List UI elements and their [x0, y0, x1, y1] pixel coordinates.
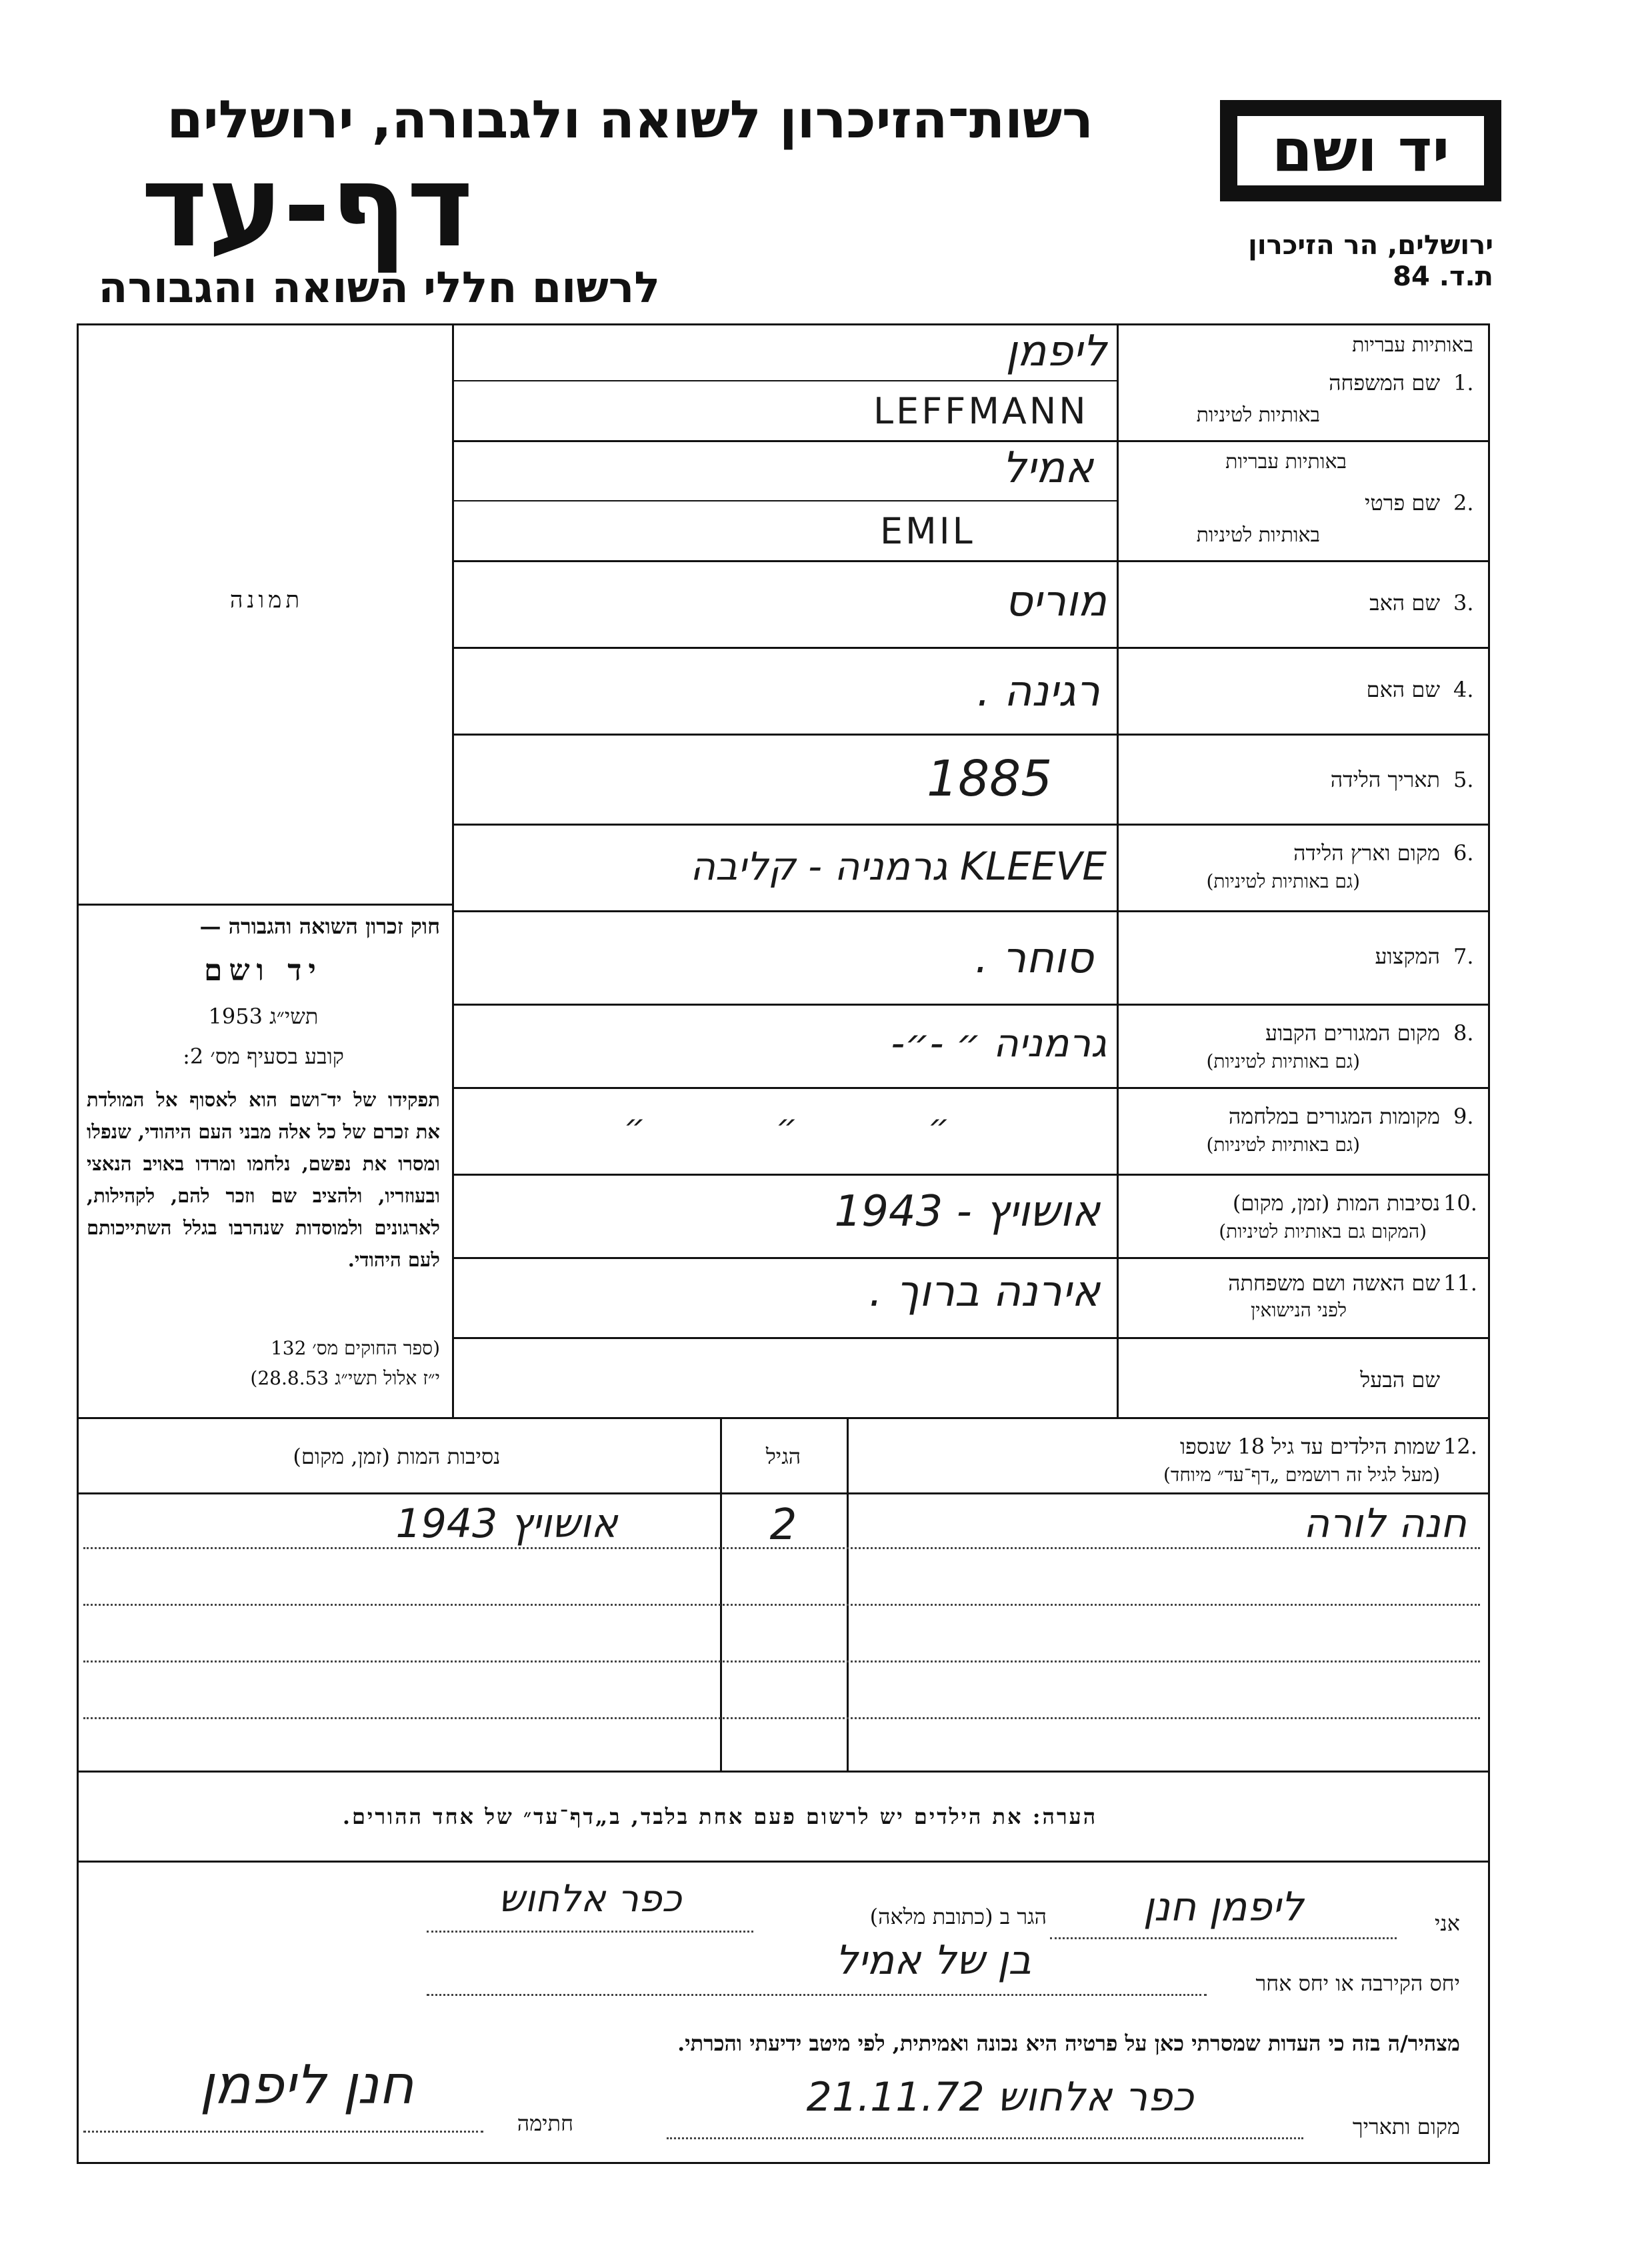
row-divider: [453, 1174, 1490, 1176]
divider: [77, 1492, 1490, 1494]
row-divider: [453, 440, 1490, 442]
field-7-value[interactable]: סוחר .: [975, 934, 1093, 983]
field-11-value[interactable]: אירנה ברוך .: [869, 1267, 1100, 1316]
law-name: יד ושם: [204, 954, 323, 988]
row-divider: [453, 647, 1490, 649]
field-10-note: (המקום גם באותיות לטיניות): [1219, 1220, 1427, 1242]
field-8-num: 8.: [1453, 1020, 1474, 1046]
field-1-sub-bottom: באותיות לטיניות: [1196, 403, 1320, 427]
authority-title: רשות־הזיכרון לשואה ולגבורה, ירושלים: [167, 90, 1093, 150]
field-10-num: 10.: [1443, 1190, 1477, 1216]
field-5-label: תאריך הלידה: [1330, 767, 1440, 792]
child-row-line: [83, 1604, 1480, 1606]
declaration-text: מצהיר/ה בזה כי העדות שמסרתי כאן על פרטיה היא נכונה ואמיתית, לפי מיטב ידיעתי והכרתי.: [677, 2031, 1460, 2056]
value-line: [453, 380, 1117, 381]
field-2-label: שם פרטי: [1365, 490, 1440, 515]
child-1-age[interactable]: 2: [769, 1500, 797, 1550]
field-1-num: 1.: [1453, 370, 1474, 395]
field-6-label: מקום וארץ הלידה: [1293, 840, 1440, 866]
husband-label: שם הבעל: [1360, 1367, 1440, 1392]
field-9-num: 9.: [1453, 1104, 1474, 1129]
field-6-value[interactable]: KLEEVE גרמניה - קליבה: [690, 844, 1107, 889]
child-row-line: [83, 1717, 1480, 1719]
field-11-label: שם האשה ושם משפחתה: [1228, 1270, 1440, 1296]
children-note: הערה: את הילדים יש לרשום פעם אחת בלבד, ב„דף־עד״ של אחד ההורים.: [342, 1804, 1098, 1829]
field-2-num: 2.: [1453, 490, 1474, 515]
children-num: 12.: [1443, 1434, 1477, 1459]
field-10-value[interactable]: אושויץ - 1943: [834, 1187, 1100, 1236]
field-4-num: 4.: [1453, 677, 1474, 702]
place-date-label: מקום ותאריך: [1352, 2114, 1460, 2139]
declarant-address-line: [427, 1931, 753, 1933]
row-divider: [453, 560, 1490, 562]
declarant-resides-label: הגר ב (כתובת מלאה): [869, 1904, 1047, 1929]
field-1-value-latin[interactable]: LEFFMANN: [873, 390, 1089, 432]
field-4-label: שם האם: [1366, 677, 1440, 702]
signature-line: [83, 2131, 483, 2133]
field-8-note: (גם באותיות לטיניות): [1206, 1050, 1360, 1072]
field-7-num: 7.: [1453, 944, 1474, 969]
yad-vashem-logo: [1220, 100, 1501, 201]
divider: [1117, 323, 1119, 1417]
logo-text: יד ושם: [1237, 116, 1484, 185]
row-divider: [453, 910, 1490, 912]
field-9-note: (גם באותיות לטיניות): [1206, 1134, 1360, 1156]
row-divider: [453, 1004, 1490, 1006]
field-7-label: המקצוע: [1375, 944, 1440, 969]
field-2-sub-top: באותיות עבריות: [1225, 450, 1347, 473]
divider: [77, 1417, 1490, 1419]
children-header-note: (מעל לגיל זה רושמים „דף־עד״ מיוחד): [1163, 1464, 1440, 1486]
row-divider: [453, 1257, 1490, 1259]
row-divider: [453, 1087, 1490, 1089]
children-header-name: שמות הילדים עד גיל 18 שנספו: [1179, 1434, 1440, 1459]
law-title: חוק זכרון השואה והגבורה —: [199, 914, 440, 939]
divider: [77, 1771, 1490, 1773]
law-body: תפקידו של יד־ושם הוא לאסוף אל המולדת את זכרם של כל אלה מבני העם היהודי, שנפלו ומסרו את נפשם, נלחמו ומרדו באויב הנאצי ובעוזריו, ולהציב שם וזכר להם, לקהילות, לארגונים ולמוסדות שנהרבו בגלל השתייכותם לעם היהודי.: [87, 1088, 440, 1271]
declarant-ani-label: אני: [1435, 1911, 1460, 1936]
field-9-value[interactable]: ״ ״ ״: [623, 1107, 950, 1146]
law-year: תשי״ג 1953: [208, 1004, 319, 1029]
row-divider: [453, 734, 1490, 736]
law-section: קובע בסעיף מס׳ 2:: [183, 1044, 344, 1069]
children-header-death: נסיבות המות (זמן, מקום): [293, 1444, 501, 1469]
field-2-sub-bottom: באותיות לטיניות: [1196, 523, 1320, 547]
field-3-label: שם האב: [1369, 590, 1440, 616]
signature[interactable]: חנן ליפמן: [199, 2054, 414, 2116]
field-2-value-latin[interactable]: EMIL: [880, 510, 975, 552]
field-4-value[interactable]: רגינה .: [977, 667, 1100, 716]
address-line-2: ת.ד. 84: [1393, 261, 1493, 292]
row-divider: [453, 824, 1490, 826]
place-date-line: [667, 2137, 1303, 2139]
divider: [77, 1861, 1490, 1863]
child-1-name[interactable]: חנה לורה: [1303, 1500, 1467, 1547]
form-subtitle: לרשום חללי השואה והגבורה: [98, 263, 660, 313]
field-1-label: שם המשפחה: [1329, 370, 1440, 395]
field-5-value[interactable]: 1885: [927, 750, 1053, 808]
form-title: דף-עד: [141, 141, 473, 273]
divider: [452, 323, 454, 1417]
field-8-label: מקום המגורים הקבוע: [1265, 1020, 1440, 1046]
field-11-num: 11.: [1443, 1270, 1477, 1296]
address-line-1: ירושלים, הר הזיכרון: [1248, 230, 1493, 261]
field-9-label: מקומות המגורים במלחמה: [1228, 1104, 1440, 1129]
field-5-num: 5.: [1453, 767, 1474, 792]
field-2-value-hebrew[interactable]: אמיל: [1002, 443, 1093, 493]
photo-label: תמונה: [229, 587, 304, 614]
place-date-value[interactable]: כפר אלחוש 21.11.72: [806, 2074, 1194, 2121]
field-6-note: (גם באותיות לטיניות): [1206, 870, 1360, 892]
field-10-label: נסיבות המות (זמן, מקום): [1232, 1190, 1440, 1216]
value-line: [453, 500, 1117, 501]
law-source-1: (ספר החוקים מס׳ 132: [270, 1337, 440, 1359]
field-3-value[interactable]: מוריס: [1005, 577, 1107, 626]
field-1-value-hebrew[interactable]: ליפמן: [1005, 327, 1107, 376]
declarant-address[interactable]: כפר אלחוש: [498, 1877, 682, 1921]
row-divider: [453, 1337, 1490, 1339]
field-11-note: לפני הנישואין: [1251, 1299, 1347, 1321]
field-6-num: 6.: [1453, 840, 1474, 866]
declarant-name[interactable]: ליפמן חנן: [1143, 1884, 1304, 1931]
children-header-age: הגיל: [765, 1444, 801, 1469]
field-8-value[interactable]: גרמניה ״ -״-: [891, 1020, 1107, 1066]
child-row-line: [83, 1660, 1480, 1662]
relation-value[interactable]: בן של אמיל: [835, 1937, 1032, 1984]
field-1-sub-top: באותיות עבריות: [1352, 333, 1473, 357]
signature-label: חתימה: [517, 2111, 573, 2136]
relation-label: יחס הקירבה או יחס אחר: [1255, 1971, 1460, 1996]
relation-line: [427, 1994, 1207, 1996]
child-1-death[interactable]: אושויץ 1943: [395, 1500, 618, 1547]
law-source-2: י״ז אלול תשי״ג 28.8.53): [250, 1367, 440, 1389]
field-3-num: 3.: [1453, 590, 1474, 616]
divider: [77, 904, 453, 906]
